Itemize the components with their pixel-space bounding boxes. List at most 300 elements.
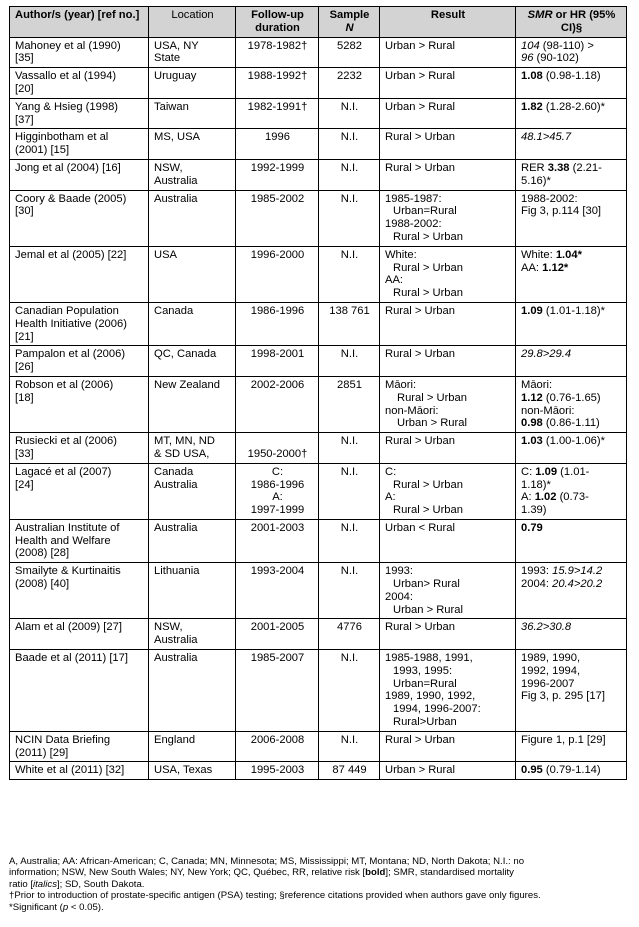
- smr-line: [521, 652, 622, 665]
- cell-line: NSW,: [154, 161, 183, 174]
- cell-line: Taiwan: [154, 100, 189, 113]
- followup-cell: [236, 159, 319, 190]
- followup-cell: [236, 37, 319, 68]
- cell-line: 2004:: [385, 590, 413, 603]
- cell-line: N.I.: [340, 521, 359, 534]
- smr-segment: 1988-2002:: [521, 192, 578, 205]
- smr-segment: AA:: [521, 261, 543, 274]
- cell-line: N.I.: [340, 733, 359, 746]
- smr-cell: [516, 302, 627, 345]
- cell-line: Urban > Rural: [385, 70, 455, 83]
- followup-cell: [236, 563, 319, 619]
- cell-line: White et al (2011) [32]: [15, 764, 125, 777]
- smr-line: [521, 40, 622, 53]
- cell-line: New Zealand: [154, 378, 220, 391]
- smr-segment: (0.76-1.65): [542, 391, 601, 404]
- cell-line: Urban=Rural: [393, 205, 457, 218]
- cell-line: Urban> Rural: [393, 578, 460, 591]
- smr-segment: (1.28-2.60)*: [542, 100, 605, 113]
- location-cell: [149, 129, 236, 160]
- cell-line: Rural > Urban: [385, 621, 455, 634]
- cell-line: Rural > Urban: [393, 478, 463, 491]
- followup-cell: [236, 433, 319, 464]
- cell-line: N.I.: [340, 248, 359, 261]
- result-cell: [380, 376, 516, 432]
- location-cell: [149, 619, 236, 650]
- cell-line: Rural > Urban: [397, 391, 467, 404]
- result-cell: [380, 519, 516, 562]
- header-row: [10, 7, 627, 38]
- smr-line: [521, 405, 622, 418]
- location-cell: [149, 346, 236, 377]
- table-row: [10, 563, 627, 619]
- cell-line: Rural > Urban: [385, 733, 455, 746]
- cell-line: 2232: [337, 70, 362, 83]
- smr-line: [521, 101, 622, 114]
- smr-segment: A:: [521, 491, 535, 504]
- cell-line: Urban > Rural: [385, 100, 455, 113]
- result-cell: [380, 129, 516, 160]
- cell-line: [33]: [15, 447, 34, 460]
- location-cell: [149, 731, 236, 762]
- smr-cell: [516, 433, 627, 464]
- author-cell: [10, 563, 149, 619]
- table-row: [10, 463, 627, 519]
- location-cell: [149, 463, 236, 519]
- cell-line: Canadian Population: [15, 304, 119, 317]
- smr-segment: 96: [521, 52, 534, 65]
- result-cell: [380, 246, 516, 302]
- smr-line: [521, 417, 622, 430]
- result-cell: [380, 68, 516, 99]
- cell-line: NSW,: [154, 621, 183, 634]
- smr-line: [521, 249, 622, 262]
- cell-line: 1998-2001: [250, 348, 305, 361]
- sample-cell: [319, 246, 380, 302]
- sample-cell: [319, 68, 380, 99]
- sample-cell: [319, 619, 380, 650]
- cell-line: non-Māori:: [385, 404, 439, 417]
- location-cell: [149, 563, 236, 619]
- sample-cell: [319, 98, 380, 129]
- cell-line: 1988-1992†: [247, 70, 308, 83]
- cell-line: Smailyte & Kurtinaitis: [15, 565, 121, 578]
- sample-cell: [319, 159, 380, 190]
- followup-cell: [236, 376, 319, 432]
- cell-line: Yang & Hsieg (1998): [15, 100, 119, 113]
- cell-line: Rural > Urban: [393, 230, 463, 243]
- cell-line: Vassallo et al (1994): [15, 70, 117, 83]
- cell-line: 4776: [337, 621, 362, 634]
- smr-line: [521, 52, 622, 65]
- cell-line: Rural > Urban: [385, 435, 455, 448]
- cell-line: 1982-1991†: [247, 100, 308, 113]
- smr-segment: (1.01-: [557, 465, 590, 478]
- cell-line: Uruguay: [154, 70, 197, 83]
- result-cell: [380, 190, 516, 246]
- cell-line: [20]: [15, 82, 34, 95]
- table-row: [10, 68, 627, 99]
- table-row: [10, 731, 627, 762]
- smr-line: [521, 479, 622, 492]
- cell-line: Australia: [154, 652, 198, 665]
- followup-cell: [236, 346, 319, 377]
- smr-segment: 5.16)*: [521, 174, 551, 187]
- footnote-significance: *Significant (p < 0.05).: [9, 901, 104, 913]
- cell-line: 1996-2000: [250, 248, 305, 261]
- cell-line: 1950-2000†: [247, 447, 308, 460]
- cell-line: Rural > Urban: [385, 161, 455, 174]
- cell-line: [24]: [15, 478, 34, 491]
- cell-line: Rural > Urban: [393, 504, 463, 517]
- cell-line: QC, Canada: [154, 348, 217, 361]
- smr-cell: [516, 762, 627, 780]
- cell-line: Rusiecki et al (2006): [15, 435, 117, 448]
- smr-line: [521, 565, 622, 578]
- smr-segment: 15.9>14.2: [552, 565, 603, 578]
- followup-cell: [236, 463, 319, 519]
- smr-line: [521, 678, 622, 691]
- cell-line: 1985-2007: [250, 652, 305, 665]
- smr-line: [521, 175, 622, 188]
- studies-table: [9, 6, 627, 780]
- smr-line: [521, 578, 622, 591]
- smr-cell: [516, 619, 627, 650]
- smr-segment: 1989, 1990,: [521, 652, 581, 665]
- cell-line: Robson et al (2006): [15, 378, 114, 391]
- smr-segment: RER: [521, 161, 548, 174]
- cell-line: Australia: [154, 521, 198, 534]
- cell-line: Mahoney et al (1990): [15, 39, 121, 52]
- followup-cell: [236, 731, 319, 762]
- smr-line: [521, 193, 622, 206]
- table-row: [10, 159, 627, 190]
- location-cell: [149, 762, 236, 780]
- author-cell: [10, 519, 149, 562]
- smr-segment: 1.08: [521, 70, 543, 83]
- sample-cell: [319, 302, 380, 345]
- cell-line: Health and Welfare: [15, 534, 111, 547]
- cell-line: AA:: [385, 274, 404, 287]
- smr-segment: (1.00-1.06)*: [542, 435, 605, 448]
- author-cell: [10, 129, 149, 160]
- smr-segment: Fig 3, p.114 [30]: [521, 205, 602, 218]
- smr-line: [521, 435, 622, 448]
- cell-line: N.I.: [340, 465, 359, 478]
- smr-line: [521, 621, 622, 634]
- cell-line: 2851: [337, 378, 362, 391]
- cell-line: N.I.: [340, 192, 359, 205]
- followup-cell: [236, 762, 319, 780]
- result-cell: [380, 346, 516, 377]
- location-cell: [149, 37, 236, 68]
- cell-line: C:: [271, 465, 284, 478]
- smr-segment: Fig 3, p. 295 [17]: [521, 690, 605, 703]
- header-author: Author/s (year) [ref no.]: [10, 7, 149, 38]
- cell-line: Urban > Rural: [385, 764, 455, 777]
- cell-line: Rural > Urban: [385, 304, 455, 317]
- smr-segment: C:: [521, 465, 536, 478]
- footnote-abbreviations: A, Australia; AA: African-American; C, Canada; MN, Minnesota; MS, Mississippi; MT, Montana; ND, North Dakota; N.I.: no: [9, 856, 525, 867]
- smr-segment: (0.86-1.11): [542, 417, 600, 430]
- author-cell: [10, 68, 149, 99]
- smr-line: [521, 522, 622, 535]
- cell-line: (2008) [28]: [15, 547, 70, 560]
- cell-line: Rural>Urban: [393, 716, 457, 729]
- table-row: [10, 762, 627, 780]
- smr-segment: non-Māori:: [521, 404, 575, 417]
- smr-line: [521, 70, 622, 83]
- smr-segment: 1.02: [534, 491, 557, 504]
- cell-line: 1986-1996: [250, 304, 305, 317]
- location-cell: [149, 246, 236, 302]
- cell-line: Pampalon et al (2006): [15, 348, 126, 361]
- followup-cell: [236, 68, 319, 99]
- table-row: [10, 346, 627, 377]
- cell-line: Lagacé et al (2007): [15, 465, 112, 478]
- smr-segment: 1.12: [521, 391, 543, 404]
- cell-line: Baade et al (2011) [17]: [15, 652, 128, 665]
- smr-cell: [516, 731, 627, 762]
- author-cell: [10, 302, 149, 345]
- header-followup: Follow-up duration: [236, 7, 319, 38]
- cell-line: N.I.: [340, 435, 359, 448]
- cell-line: 5282: [337, 39, 362, 52]
- sample-cell: [319, 731, 380, 762]
- author-cell: [10, 463, 149, 519]
- smr-segment: (98-110) >: [539, 39, 594, 52]
- cell-line: (2001) [15]: [15, 144, 70, 157]
- cell-line: 2006-2008: [250, 733, 305, 746]
- cell-line: [21]: [15, 330, 34, 343]
- smr-segment: 0.79: [521, 521, 543, 534]
- header-sample: Sample N: [319, 7, 380, 38]
- cell-line: MS, USA: [154, 131, 201, 144]
- followup-cell: [236, 246, 319, 302]
- smr-segment: 3.38: [547, 161, 570, 174]
- cell-line: N.I.: [340, 161, 359, 174]
- table-footnotes: [9, 856, 634, 913]
- cell-line: Australia: [154, 192, 198, 205]
- cell-line: 1986-1996: [250, 478, 305, 491]
- cell-line: White:: [385, 248, 417, 261]
- smr-line: [521, 392, 622, 405]
- cell-line: Rural > Urban: [385, 131, 455, 144]
- table-row: [10, 98, 627, 129]
- smr-cell: [516, 68, 627, 99]
- smr-cell: [516, 129, 627, 160]
- followup-cell: [236, 190, 319, 246]
- smr-segment: (2.21-: [569, 161, 602, 174]
- cell-line: Canada: [154, 304, 194, 317]
- smr-line: [521, 348, 622, 361]
- result-cell: [380, 433, 516, 464]
- cell-line: N.I.: [340, 100, 359, 113]
- cell-line: 1993-2004: [250, 565, 305, 578]
- author-cell: [10, 190, 149, 246]
- cell-line: 1993:: [385, 565, 413, 578]
- table-row: [10, 190, 627, 246]
- author-cell: [10, 762, 149, 780]
- smr-segment: 20.4>20.2: [552, 578, 603, 591]
- cell-line: Urban > Rural: [397, 417, 467, 430]
- cell-line: 1992-1999: [250, 161, 305, 174]
- smr-segment: 1.18)*: [521, 478, 551, 491]
- cell-line: Australia: [154, 478, 198, 491]
- sample-cell: [319, 650, 380, 732]
- smr-cell: [516, 519, 627, 562]
- followup-cell: [236, 129, 319, 160]
- followup-cell: [236, 619, 319, 650]
- table-row: [10, 37, 627, 68]
- cell-line: Australian Institute of: [15, 521, 120, 534]
- smr-cell: [516, 190, 627, 246]
- location-cell: [149, 302, 236, 345]
- location-cell: [149, 650, 236, 732]
- cell-line: Jemal et al (2005) [22]: [15, 248, 127, 261]
- smr-segment: 1.12*: [542, 261, 569, 274]
- result-cell: [380, 37, 516, 68]
- smr-line: [521, 262, 622, 275]
- footnote-abbreviations-3: ratio [italics]; SD, South Dakota.: [9, 878, 145, 890]
- sample-cell: [319, 762, 380, 780]
- cell-line: 138 761: [329, 304, 370, 317]
- cell-line: [30]: [15, 205, 34, 218]
- smr-segment: (0.98-1.18): [542, 70, 601, 83]
- cell-line: [26]: [15, 361, 34, 374]
- author-cell: [10, 37, 149, 68]
- location-cell: [149, 376, 236, 432]
- result-cell: [380, 650, 516, 732]
- cell-line: Higginbotham et al: [15, 131, 109, 144]
- smr-segment: 2004:: [521, 578, 553, 591]
- cell-line: MT, MN, ND: [154, 435, 215, 448]
- smr-cell: [516, 346, 627, 377]
- sample-cell: [319, 37, 380, 68]
- smr-line: [521, 131, 622, 144]
- result-cell: [380, 98, 516, 129]
- location-cell: [149, 433, 236, 464]
- cell-line: Rural > Urban: [393, 287, 463, 300]
- cell-line: Lithuania: [154, 565, 200, 578]
- location-cell: [149, 68, 236, 99]
- smr-cell: [516, 563, 627, 619]
- followup-cell: [236, 650, 319, 732]
- smr-line: [521, 764, 622, 777]
- sample-cell: [319, 376, 380, 432]
- cell-line: 1985-2002: [250, 192, 305, 205]
- location-cell: [149, 519, 236, 562]
- author-cell: [10, 433, 149, 464]
- location-cell: [149, 159, 236, 190]
- cell-line: N.I.: [340, 131, 359, 144]
- smr-line: [521, 379, 622, 392]
- cell-line: Jong et al (2004) [16]: [15, 161, 121, 174]
- cell-line: Māori:: [385, 378, 417, 391]
- smr-line: [521, 734, 622, 747]
- author-cell: [10, 346, 149, 377]
- location-cell: [149, 98, 236, 129]
- sample-cell: [319, 129, 380, 160]
- cell-line: USA, Texas: [154, 764, 213, 777]
- cell-line: 87 449: [332, 764, 367, 777]
- cell-line: N.I.: [340, 348, 359, 361]
- result-cell: [380, 159, 516, 190]
- header-location: Location: [149, 7, 236, 38]
- cell-line: A:: [385, 491, 396, 504]
- smr-segment: 0.95: [521, 764, 543, 777]
- cell-line: Health Initiative (2006): [15, 317, 127, 330]
- smr-segment: (1.01-1.18)*: [542, 304, 605, 317]
- sample-cell: [319, 463, 380, 519]
- cell-line: 1995-2003: [250, 764, 305, 777]
- cell-line: Urban > Rural: [393, 603, 463, 616]
- author-cell: [10, 619, 149, 650]
- author-cell: [10, 731, 149, 762]
- smr-segment: 48.1>45.7: [521, 131, 572, 144]
- table-row: [10, 433, 627, 464]
- cell-line: [18]: [15, 391, 34, 404]
- cell-line: 1985-1987:: [385, 192, 442, 205]
- smr-segment: (90-102): [533, 52, 579, 65]
- smr-segment: Māori:: [521, 378, 553, 391]
- cell-line: (2011) [29]: [15, 746, 69, 759]
- smr-cell: [516, 650, 627, 732]
- sample-cell: [319, 433, 380, 464]
- table-row: [10, 619, 627, 650]
- smr-segment: 36.2>30.8: [521, 621, 572, 634]
- cell-line: 1993, 1995:: [393, 664, 453, 677]
- table-body: [10, 37, 627, 780]
- cell-line: N.I.: [340, 652, 359, 665]
- smr-line: [521, 690, 622, 703]
- smr-segment: 29.8>29.4: [521, 348, 572, 361]
- author-cell: [10, 376, 149, 432]
- cell-line: A:: [272, 491, 283, 504]
- cell-line: Rural > Urban: [393, 261, 463, 274]
- smr-line: [521, 504, 622, 517]
- smr-segment: 1.39): [521, 504, 547, 517]
- cell-line: State: [154, 52, 181, 65]
- smr-cell: [516, 98, 627, 129]
- cell-line: N.I.: [340, 565, 359, 578]
- cell-line: 2001-2003: [250, 521, 305, 534]
- smr-line: [521, 205, 622, 218]
- cell-line: & SD USA,: [154, 447, 210, 460]
- followup-cell: [236, 302, 319, 345]
- sample-cell: [319, 190, 380, 246]
- cell-line: Coory & Baade (2005): [15, 192, 127, 205]
- author-cell: [10, 159, 149, 190]
- smr-segment: 1992, 1994,: [521, 664, 581, 677]
- cell-line: Urban=Rural: [393, 677, 457, 690]
- table-row: [10, 650, 627, 732]
- cell-line: 1988-2002:: [385, 218, 442, 231]
- cell-line: 1996: [265, 131, 290, 144]
- smr-cell: [516, 159, 627, 190]
- smr-segment: 1.82: [521, 100, 543, 113]
- header-result: Result: [380, 7, 516, 38]
- result-cell: [380, 731, 516, 762]
- smr-line: [521, 162, 622, 175]
- smr-segment: 1.09: [535, 465, 558, 478]
- result-cell: [380, 619, 516, 650]
- footnote-dagger: †Prior to introduction of prostate-specific antigen (PSA) testing; §reference citations provided when authors gave only figures.: [9, 890, 541, 902]
- cell-line: 1989, 1990, 1992,: [385, 690, 476, 703]
- smr-segment: (0.73-: [556, 491, 589, 504]
- cell-line: [241, 435, 314, 448]
- smr-segment: 104: [521, 39, 540, 52]
